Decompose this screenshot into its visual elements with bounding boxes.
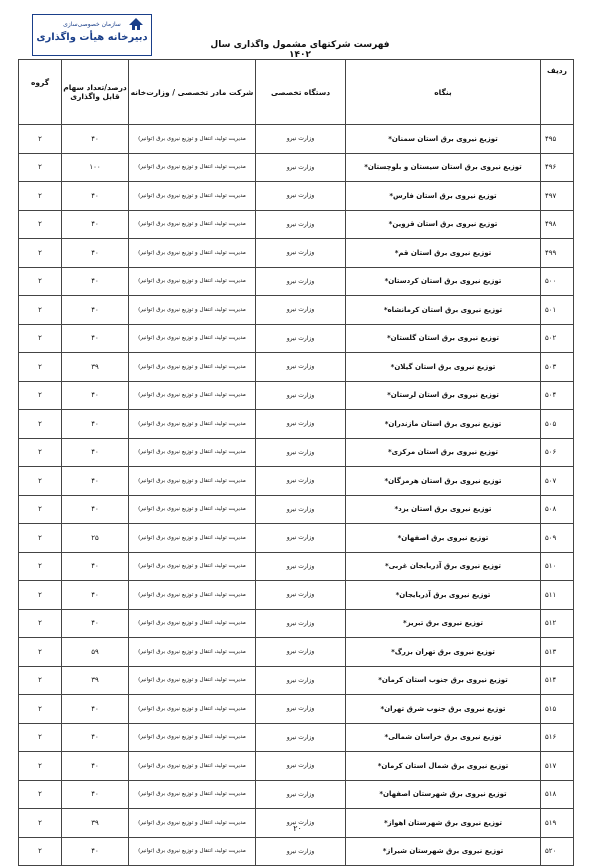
table-row (19, 723, 574, 752)
table-row (19, 552, 574, 581)
group-cell: ۲ (19, 410, 62, 439)
group-cell: ۲ (19, 809, 62, 838)
company-name-cell: توزیع نیروی برق استان قزوین* (346, 210, 541, 239)
parent-company-cell: مدیریت تولید، انتقال و توزیع نیروی برق (توانیر) (129, 353, 256, 382)
parent-company-cell: مدیریت تولید، انتقال و توزیع نیروی برق (توانیر) (129, 210, 256, 239)
device-cell: وزارت نیرو (256, 666, 346, 695)
company-name-cell: توزیع نیروی برق استان هرمزگان* (346, 467, 541, 496)
table-row (19, 125, 574, 154)
percent-cell: ۱۰۰ (62, 153, 129, 182)
table-row (19, 153, 574, 182)
parent-company-cell: مدیریت تولید، انتقال و توزیع نیروی برق (توانیر) (129, 125, 256, 154)
table-row (19, 182, 574, 211)
device-cell: وزارت نیرو (256, 524, 346, 553)
device-cell: وزارت نیرو (256, 467, 346, 496)
percent-cell: ۴۰ (62, 267, 129, 296)
device-cell: وزارت نیرو (256, 495, 346, 524)
parent-company-cell: مدیریت تولید، انتقال و توزیع نیروی برق (توانیر) (129, 837, 256, 866)
row-number-cell: ۵۰۹ (541, 524, 574, 553)
group-cell: ۲ (19, 267, 62, 296)
device-cell: وزارت نیرو (256, 581, 346, 610)
percent-cell: ۳۹ (62, 809, 129, 838)
percent-cell: ۴۰ (62, 695, 129, 724)
parent-company-cell: مدیریت تولید، انتقال و توزیع نیروی برق (توانیر) (129, 324, 256, 353)
company-name-cell: توزیع نیروی برق استان کرمانشاه* (346, 296, 541, 325)
table-row (19, 837, 574, 866)
group-cell: ۲ (19, 381, 62, 410)
row-number-cell: ۴۹۹ (541, 239, 574, 268)
group-cell: ۲ (19, 609, 62, 638)
device-cell: وزارت نیرو (256, 638, 346, 667)
device-cell: وزارت نیرو (256, 210, 346, 239)
group-cell: ۲ (19, 239, 62, 268)
device-cell: وزارت نیرو (256, 723, 346, 752)
company-name-cell: توزیع نیروی برق شهرستان شیراز* (346, 837, 541, 866)
percent-cell: ۴۰ (62, 438, 129, 467)
row-number-cell: ۵۲۰ (541, 837, 574, 866)
group-cell: ۲ (19, 780, 62, 809)
percent-cell: ۴۰ (62, 210, 129, 239)
percent-cell: ۵۹ (62, 638, 129, 667)
device-cell: وزارت نیرو (256, 780, 346, 809)
device-cell: وزارت نیرو (256, 752, 346, 781)
row-number-cell: ۵۱۸ (541, 780, 574, 809)
group-cell: ۲ (19, 467, 62, 496)
device-cell: وزارت نیرو (256, 267, 346, 296)
parent-company-cell: مدیریت تولید، انتقال و توزیع نیروی برق (توانیر) (129, 752, 256, 781)
parent-company-cell: مدیریت تولید، انتقال و توزیع نیروی برق (توانیر) (129, 410, 256, 439)
device-cell: وزارت نیرو (256, 381, 346, 410)
logo-box (32, 14, 152, 56)
row-number-cell: ۵۱۱ (541, 581, 574, 610)
percent-cell: ۴۰ (62, 381, 129, 410)
group-cell: ۲ (19, 153, 62, 182)
percent-cell: ۴۰ (62, 182, 129, 211)
percent-cell: ۴۰ (62, 324, 129, 353)
row-number-cell: ۴۹۸ (541, 210, 574, 239)
company-name-cell: توزیع نیروی برق تهران بزرگ* (346, 638, 541, 667)
group-cell: ۲ (19, 552, 62, 581)
table-row (19, 695, 574, 724)
table-row (19, 495, 574, 524)
percent-cell: ۴۰ (62, 780, 129, 809)
organization-logo-icon (129, 18, 143, 30)
parent-company-cell: مدیریت تولید، انتقال و توزیع نیروی برق (توانیر) (129, 182, 256, 211)
row-number-cell: ۵۰۰ (541, 267, 574, 296)
company-name-cell: توزیع نیروی برق استان گیلان* (346, 353, 541, 382)
parent-company-cell: مدیریت تولید، انتقال و توزیع نیروی برق (توانیر) (129, 809, 256, 838)
group-cell: ۲ (19, 752, 62, 781)
table-row (19, 239, 574, 268)
row-number-cell: ۵۱۶ (541, 723, 574, 752)
parent-company-cell: مدیریت تولید، انتقال و توزیع نیروی برق (توانیر) (129, 780, 256, 809)
percent-cell: ۳۹ (62, 666, 129, 695)
device-cell: وزارت نیرو (256, 239, 346, 268)
parent-company-cell: مدیریت تولید، انتقال و توزیع نیروی برق (توانیر) (129, 267, 256, 296)
company-name-cell: توزیع نیروی برق آذربایجان* (346, 581, 541, 610)
group-cell: ۲ (19, 638, 62, 667)
device-cell: وزارت نیرو (256, 552, 346, 581)
parent-company-cell: مدیریت تولید، انتقال و توزیع نیروی برق (توانیر) (129, 153, 256, 182)
device-cell: وزارت نیرو (256, 410, 346, 439)
group-cell: ۲ (19, 296, 62, 325)
parent-company-cell: مدیریت تولید، انتقال و توزیع نیروی برق (توانیر) (129, 609, 256, 638)
table-row (19, 780, 574, 809)
row-number-cell: ۵۰۸ (541, 495, 574, 524)
percent-cell: ۴۰ (62, 581, 129, 610)
table-row (19, 581, 574, 610)
table-row (19, 210, 574, 239)
percent-cell: ۴۰ (62, 752, 129, 781)
group-cell: ۲ (19, 438, 62, 467)
table-row (19, 381, 574, 410)
table-row (19, 324, 574, 353)
company-name-cell: توزیع نیروی برق خراسان شمالی* (346, 723, 541, 752)
percent-cell: ۲۵ (62, 524, 129, 553)
table-row (19, 524, 574, 553)
table-row (19, 438, 574, 467)
device-cell: وزارت نیرو (256, 125, 346, 154)
row-number-cell: ۵۰۷ (541, 467, 574, 496)
percent-cell: ۴۰ (62, 410, 129, 439)
table-header-row (19, 60, 574, 125)
company-name-cell: توزیع نیروی برق شمال استان کرمان* (346, 752, 541, 781)
header-parent: شرکت مادر تخصصی / وزارت‌خانه (129, 60, 256, 125)
group-cell: ۲ (19, 125, 62, 154)
group-cell: ۲ (19, 495, 62, 524)
table-row (19, 752, 574, 781)
group-cell: ۲ (19, 695, 62, 724)
table-row (19, 666, 574, 695)
company-name-cell: توزیع نیروی برق استان سیستان و بلوچستان* (346, 153, 541, 182)
percent-cell: ۴۰ (62, 837, 129, 866)
parent-company-cell: مدیریت تولید، انتقال و توزیع نیروی برق (توانیر) (129, 495, 256, 524)
device-cell: وزارت نیرو (256, 837, 346, 866)
company-name-cell: توزیع نیروی برق جنوب استان کرمان* (346, 666, 541, 695)
table-row (19, 296, 574, 325)
device-cell: وزارت نیرو (256, 353, 346, 382)
group-cell: ۲ (19, 353, 62, 382)
row-number-cell: ۵۱۷ (541, 752, 574, 781)
device-cell: وزارت نیرو (256, 695, 346, 724)
parent-company-cell: مدیریت تولید، انتقال و توزیع نیروی برق (توانیر) (129, 239, 256, 268)
row-number-cell: ۵۱۴ (541, 666, 574, 695)
parent-company-cell: مدیریت تولید، انتقال و توزیع نیروی برق (توانیر) (129, 467, 256, 496)
company-name-cell: توزیع نیروی برق شهرستان اهواز* (346, 809, 541, 838)
group-cell: ۲ (19, 324, 62, 353)
company-name-cell: توزیع نیروی برق استان مرکزی* (346, 438, 541, 467)
parent-company-cell: مدیریت تولید، انتقال و توزیع نیروی برق (توانیر) (129, 552, 256, 581)
parent-company-cell: مدیریت تولید، انتقال و توزیع نیروی برق (توانیر) (129, 438, 256, 467)
table-row (19, 467, 574, 496)
device-cell: وزارت نیرو (256, 153, 346, 182)
page-title: فهرست شرکتهای مشمول واگذاری سال ۱۴۰۲ (210, 40, 390, 60)
row-number-cell: ۵۰۳ (541, 353, 574, 382)
parent-company-cell: مدیریت تولید، انتقال و توزیع نیروی برق (توانیر) (129, 296, 256, 325)
group-cell: ۲ (19, 182, 62, 211)
row-number-cell: ۵۱۰ (541, 552, 574, 581)
percent-cell: ۴۰ (62, 125, 129, 154)
group-cell: ۲ (19, 723, 62, 752)
percent-cell: ۴۰ (62, 467, 129, 496)
table-row (19, 267, 574, 296)
group-cell: ۲ (19, 524, 62, 553)
header-percent: درصد/تعداد سهام قابل واگذاری (62, 60, 129, 125)
row-number-cell: ۵۱۳ (541, 638, 574, 667)
company-name-cell: توزیع نیروی برق شهرستان اصفهان* (346, 780, 541, 809)
device-cell: وزارت نیرو (256, 609, 346, 638)
row-number-cell: ۴۹۶ (541, 153, 574, 182)
header-company: بنگاه (346, 60, 541, 125)
percent-cell: ۳۹ (62, 353, 129, 382)
row-number-cell: ۵۰۶ (541, 438, 574, 467)
percent-cell: ۴۰ (62, 609, 129, 638)
header-device: دستگاه تخصصی (256, 60, 346, 125)
logo-secretariat: دبیرخانه هیأت واگذاری (36, 32, 148, 43)
page-number: ۲۰ (293, 824, 302, 833)
companies-table (18, 59, 574, 866)
device-cell: وزارت نیرو (256, 182, 346, 211)
company-name-cell: توزیع نیروی برق تبریز* (346, 609, 541, 638)
row-number-cell: ۵۰۴ (541, 381, 574, 410)
logo-org-line: سازمان خصوصی‌سازی (63, 21, 121, 28)
row-number-cell: ۵۰۱ (541, 296, 574, 325)
percent-cell: ۴۰ (62, 296, 129, 325)
parent-company-cell: مدیریت تولید، انتقال و توزیع نیروی برق (توانیر) (129, 381, 256, 410)
group-cell: ۲ (19, 837, 62, 866)
row-number-cell: ۴۹۵ (541, 125, 574, 154)
row-number-cell: ۵۱۲ (541, 609, 574, 638)
parent-company-cell: مدیریت تولید، انتقال و توزیع نیروی برق (توانیر) (129, 581, 256, 610)
company-name-cell: توزیع نیروی برق استان فارس* (346, 182, 541, 211)
table-row (19, 638, 574, 667)
group-cell: ۲ (19, 666, 62, 695)
device-cell: وزارت نیرو (256, 296, 346, 325)
parent-company-cell: مدیریت تولید، انتقال و توزیع نیروی برق (توانیر) (129, 524, 256, 553)
company-name-cell: توزیع نیروی برق استان لرستان* (346, 381, 541, 410)
parent-company-cell: مدیریت تولید، انتقال و توزیع نیروی برق (توانیر) (129, 723, 256, 752)
parent-company-cell: مدیریت تولید، انتقال و توزیع نیروی برق (توانیر) (129, 638, 256, 667)
header-group: گروه (19, 60, 62, 125)
percent-cell: ۴۰ (62, 495, 129, 524)
device-cell: وزارت نیرو (256, 438, 346, 467)
parent-company-cell: مدیریت تولید، انتقال و توزیع نیروی برق (توانیر) (129, 666, 256, 695)
row-number-cell: ۵۱۹ (541, 809, 574, 838)
row-number-cell: ۴۹۷ (541, 182, 574, 211)
company-name-cell: توزیع نیروی برق استان گلستان* (346, 324, 541, 353)
device-cell: وزارت نیرو (256, 324, 346, 353)
row-number-cell: ۵۰۲ (541, 324, 574, 353)
company-name-cell: توزیع نیروی برق استان مازندران* (346, 410, 541, 439)
company-name-cell: توزیع نیروی برق جنوب شرق تهران* (346, 695, 541, 724)
company-name-cell: توزیع نیروی برق استان سمنان* (346, 125, 541, 154)
header-row-number: ردیف (541, 60, 574, 125)
company-name-cell: توزیع نیروی برق استان قم* (346, 239, 541, 268)
company-name-cell: توزیع نیروی برق اصفهان* (346, 524, 541, 553)
group-cell: ۲ (19, 210, 62, 239)
company-name-cell: توزیع نیروی برق آذربایجان غربی* (346, 552, 541, 581)
parent-company-cell: مدیریت تولید، انتقال و توزیع نیروی برق (توانیر) (129, 695, 256, 724)
percent-cell: ۴۰ (62, 723, 129, 752)
table-row (19, 410, 574, 439)
row-number-cell: ۵۱۵ (541, 695, 574, 724)
percent-cell: ۴۰ (62, 552, 129, 581)
table-row (19, 609, 574, 638)
percent-cell: ۴۰ (62, 239, 129, 268)
company-name-cell: توزیع نیروی برق استان کردستان* (346, 267, 541, 296)
group-cell: ۲ (19, 581, 62, 610)
row-number-cell: ۵۰۵ (541, 410, 574, 439)
device-cell: وزارت نیرو (256, 809, 346, 838)
table-row (19, 353, 574, 382)
company-name-cell: توزیع نیروی برق استان یزد* (346, 495, 541, 524)
